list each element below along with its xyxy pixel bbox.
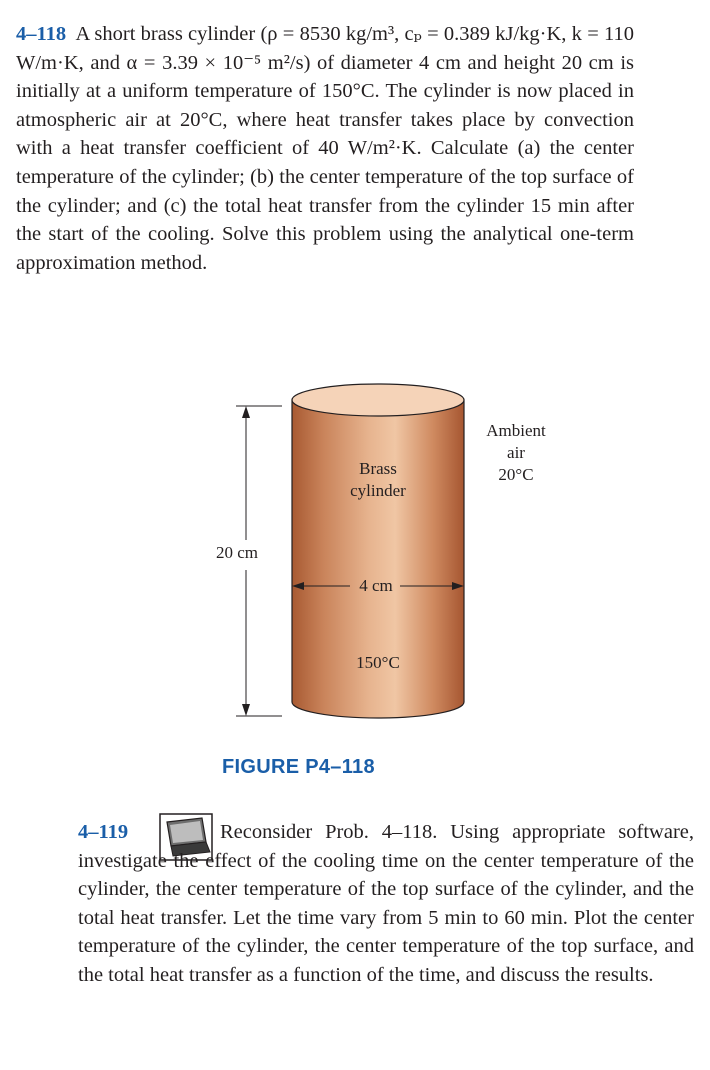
ambient-line2: air xyxy=(507,443,525,462)
cylinder-diagram xyxy=(0,380,710,740)
problem-number: 4–118 xyxy=(16,23,67,45)
cylinder-top xyxy=(292,384,464,416)
temperature-label: 150°C xyxy=(356,653,400,672)
problem-4-119-text: Reconsider Prob. 4–118. Using appropriate software, investigate the effect of the cooling time on the center temperature of the cylinder, the center temperature of the top surface of the cylinder, and the total heat transfer. Let the time vary from 5 min to 60 min. Plot the center temperature of the cylinder, the center temperature of the top surface, and the total heat transfer as a function of the time, and discuss the results. xyxy=(78,821,694,986)
problem-4-119-number: 4–119 xyxy=(78,821,129,843)
figure-caption: FIGURE P4–118 xyxy=(222,756,375,778)
ambient-label xyxy=(474,420,558,486)
cylinder-label-line1: Brass xyxy=(359,459,397,478)
problem-4-119 xyxy=(78,818,694,990)
cylinder-label-line2: cylinder xyxy=(350,481,406,500)
ambient-line1: Ambient xyxy=(486,421,546,440)
problem-4-118 xyxy=(16,20,634,277)
height-label: 20 cm xyxy=(216,543,259,562)
cylinder-label xyxy=(336,458,420,502)
ambient-line3: 20°C xyxy=(498,465,534,484)
diameter-label: 4 cm xyxy=(359,576,393,595)
figure-p4-118 xyxy=(0,380,710,800)
problem-text: A short brass cylinder (ρ = 8530 kg/m³, cₚ = 0.389 kJ/kg·K, k = 110 W/m·K, and α = 3.39 × 10⁻⁵ m²/s) of diameter 4 cm and height 20 cm is initially at a uniform temperature of 150°C. The cylinder is now placed in atmospheric air at 20°C, where heat transfer takes place by convection with a heat transfer coefficient of 40 W/m²·K. Calculate (a) the center temperature of the cylinder; (b) the center temperature of the top surface of the cylinder; and (c) the total heat transfer from the cylinder 15 min after the start of the cooling. Solve this problem using the analytical one-term approximation method. xyxy=(16,23,634,274)
